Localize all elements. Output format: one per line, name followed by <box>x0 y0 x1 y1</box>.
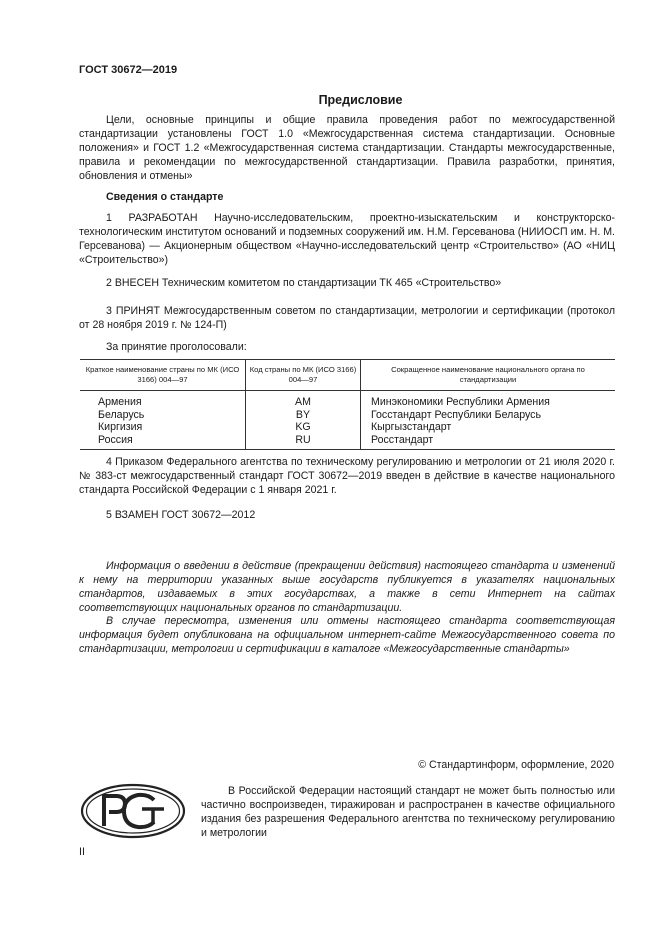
standard-code: ГОСТ 30672—2019 <box>79 64 178 76</box>
copyright-notice: В Российской Федерации настоящий стандарт не может быть полностью или частично воспроизведен, тиражирован и распространен в качестве официального издания без разрешения Федерального агентства по техническому регулированию и метрологии <box>201 785 615 839</box>
intro-paragraph: Цели, основные принципы и общие правила проведения работ по межгосударственной стандартизации установлены ГОСТ 1.0 «Межгосударственная система стандартизации. Основные положения» и ГОСТ 1.2 «Межгосударственная система стандартизации. Стандарты межгосударственные, правила и рекомендации по межгосударственной стандартизации. Правила разработки, принятия, обновления и отмены» <box>79 114 615 182</box>
country-cell: Армения <box>98 396 142 408</box>
item-2-submitted: 2 ВНЕСЕН Техническим комитетом по стандартизации ТК 465 «Строительство» <box>106 277 502 289</box>
item-1-developed: 1 РАЗРАБОТАН Научно-исследовательским, проектно-изыскательским и конструкторско-технологическим институтом оснований и подземных сооружений им. Н.М. Герсеванова (НИИОСП им. Н. М. Герсеванова) — Акционерным обществом «Научно-исследовательский центр «Строительство» (АО «НИЦ «Строительство») <box>79 212 615 266</box>
table-row <box>80 421 615 434</box>
info-paragraph-2: В случае пересмотра, изменения или отмены настоящего стандарта соответствующая информация будет опубликована на официальном интернет-сайте Межгосударственного совета по стандартизации, метрологии и сертификации в каталоге «Межгосударственные стандарты» <box>79 615 615 655</box>
table-header-row <box>80 360 615 391</box>
table-header-code: Код страны по МК (ИСО 3166) 004—97 <box>246 360 361 391</box>
code-cell: BY <box>246 409 361 422</box>
copyright-line: © Стандартинформ, оформление, 2020 <box>418 759 614 771</box>
voting-table <box>80 359 615 450</box>
section-title: Сведения о стандарте <box>106 191 224 203</box>
table-row <box>80 434 615 450</box>
country-cell: Киргизия <box>98 421 143 433</box>
item-5-replaces: 5 ВЗАМЕН ГОСТ 30672—2012 <box>106 509 256 521</box>
code-cell: RU <box>246 434 361 450</box>
code-cell: KG <box>246 421 361 434</box>
body-cell: Росстандарт <box>361 434 616 450</box>
page-number: II <box>79 846 85 858</box>
page-title: Предисловие <box>318 93 403 107</box>
table-header-country: Краткое наименование страны по МК (ИСО 3166) 004—97 <box>80 360 246 391</box>
body-cell: Кыргызстандарт <box>361 421 616 434</box>
rst-logo <box>80 782 186 844</box>
rst-logo-icon <box>80 782 186 840</box>
country-cell: Беларусь <box>98 408 145 421</box>
voted-label: За принятие проголосовали: <box>106 341 247 353</box>
table-row <box>80 391 615 409</box>
item-4-order: 4 Приказом Федерального агентства по техническому регулированию и метрологии от 21 июля 2020 г. № 383-ст межгосударственный стандарт ГОСТ 30672—2019 введен в действие в качестве национального стандарта Российской Федерации с 1 января 2021 г. <box>79 456 615 496</box>
country-cell: Россия <box>80 434 246 450</box>
code-cell: AM <box>246 391 361 409</box>
body-cell: Госстандарт Республики Беларусь <box>361 409 616 422</box>
body-cell: Минэкономики Республики Армения <box>361 391 616 409</box>
table-header-body: Сокращенное наименование национального органа по стандартизации <box>361 360 616 391</box>
info-paragraph-1: Информация о введении в действие (прекращении действия) настоящего стандарта и изменений к нему на территории указанных выше государств публикуется в указателях национальных стандартов, издаваемых в этих государствах, а также в сети Интернет на сайтах соответствующих национальных органов по стандартизации. <box>79 560 615 614</box>
item-3-adopted: 3 ПРИНЯТ Межгосударственным советом по стандартизации, метрологии и сертификации (протокол от 28 ноября 2019 г. № 124-П) <box>79 305 615 331</box>
table-row <box>80 409 615 422</box>
